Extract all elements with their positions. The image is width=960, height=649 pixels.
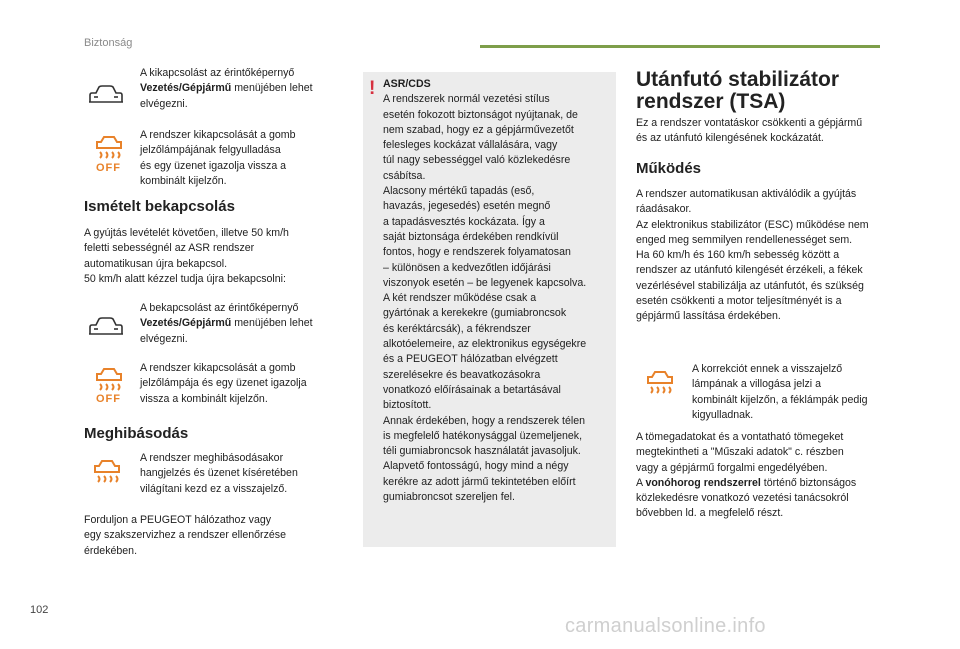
warning-line: A két rendszer működése csak a (383, 292, 537, 305)
item3-menu-path: Vezetés/Gépjármű (140, 317, 232, 330)
tsa-item-line1: A korrekciót ennek a visszajelző (692, 363, 843, 375)
warning-exclamation-icon: ! (369, 78, 376, 99)
item1-menu-path: Vezetés/Gépjármű (140, 82, 232, 95)
item3-line2-rest: menüjében lehet (231, 317, 313, 330)
traction-control-warning-icon (90, 458, 124, 488)
operation-line: esetén csökkenti a motor teljesítményét is a (636, 295, 842, 308)
off-label: OFF (96, 393, 121, 405)
warning-line: havazás, jegesedés) esetén megnő (383, 200, 551, 213)
reactivation-line3: automatikusan újra bekapcsol. (84, 257, 228, 270)
warning-line: csábítsa. (383, 169, 426, 182)
operation-line: rendszer az utánfutó kilengését érzékeli, a fékek (636, 264, 863, 277)
item2-line4: kombinált kijelzőn. (140, 174, 227, 187)
warning-line: esetén fokozott biztonságot nyújtanak, de (383, 108, 578, 121)
item3-line1: A bekapcsolást az érintőképernyő (140, 302, 299, 314)
tsa-intro-line1: Ez a rendszer vontatáskor csökkenti a gépjármű (636, 117, 863, 129)
tsa-title-line1: Utánfutó stabilizátor (636, 68, 839, 91)
tsa-item-line3: kombinált kijelzőn, a féklámpák pedig (692, 393, 868, 406)
item2-line3: és egy üzenet igazolja vissza a (140, 159, 287, 172)
item1-line3: elvégezni. (140, 97, 188, 110)
operation-line: gépjármű lassítása érdekében. (636, 310, 781, 323)
warning-line: vonatkozó előírásainak a betartásával (383, 383, 561, 396)
towing-line1: A tömegadatokat és a vontatható tömegeket (636, 431, 844, 443)
tsa-title-line2: rendszer (TSA) (636, 90, 786, 113)
warning-line: gyártónak a kerekekre (gumiabroncsok (383, 307, 567, 320)
warning-line: téli gumiabroncsok használatát javasoljuk. (383, 445, 581, 458)
fault-line3: érdekében. (84, 544, 138, 557)
warning-line: viszonyok esetén – be legyenek kapcsolva. (383, 276, 587, 289)
warning-title: ASR/CDS (383, 78, 431, 90)
operation-line: vezérlésével stabilizálja az utánfutót, és szükség (636, 279, 864, 292)
towbar-term: vonóhorog rendszerrel (645, 476, 761, 489)
page-number: 102 (30, 604, 49, 616)
item1-line1: A kikapcsolást az érintőképernyő (140, 67, 295, 79)
tsa-item-line2: lámpának a villogása jelzi a (692, 378, 821, 391)
warning-line: A rendszerek normál vezetési stílus (383, 93, 550, 106)
towbar-line3: bővebben ld. a megfelelő részt. (636, 507, 784, 520)
operation-heading: Működés (636, 160, 702, 177)
warning-line: is megfelelő hatékonysággal üzemeljenek, (383, 429, 583, 442)
warning-line: gumiabroncsot szereljen fel. (383, 491, 515, 504)
towbar-post: történő biztonságos (760, 476, 857, 489)
operation-line: A rendszer automatikusan aktiválódik a gyújtás (636, 188, 857, 200)
item5-line3: világítani kezd ez a visszajelző. (140, 482, 288, 495)
warning-line: kerékre az adott jármű tekintetében előírt (383, 475, 576, 488)
warning-line: és keréktárcsák), a fékrendszer (383, 322, 531, 335)
warning-line: felesleges kockázat vállalására, vagy (383, 139, 558, 152)
operation-line: enged meg semmilyen rendellenességet sem. (636, 233, 853, 246)
warning-line: – különösen a kedvezőtlen időjárási (383, 261, 551, 274)
item1-line2-rest: menüjében lehet (231, 82, 313, 95)
watermark: carmanualsonline.info (565, 615, 766, 637)
section-label: Biztonság (84, 37, 133, 49)
reactivation-line4: 50 km/h alatt kézzel tudja újra bekapcsolni: (84, 272, 286, 285)
warning-line: a tapadásvesztés kockázata. Így a (383, 215, 545, 228)
warning-line: nem szabad, hogy ez a gépjárművezetőt (383, 123, 574, 136)
fault-line2: egy szakszervizhez a rendszer ellenőrzése (84, 529, 286, 542)
item5-line1: A rendszer meghibásodásakor (140, 452, 284, 464)
operation-line: ráadásakor. (636, 203, 692, 216)
towing-line2: megtekintheti a "Műszaki adatok" c. részben (636, 446, 844, 459)
fault-line1: Forduljon a PEUGEOT hálózathoz vagy (84, 514, 272, 526)
warning-line: biztosított. (383, 399, 432, 412)
reactivation-line2: feletti sebességnél az ASR rendszer (84, 242, 255, 255)
item3-line3: elvégezni. (140, 332, 188, 345)
fault-heading: Meghibásodás (84, 425, 189, 442)
item5-line2: hangjelzés és üzenet kíséretében (140, 467, 298, 480)
tsa-item-line4: kigyulladnak. (692, 408, 754, 421)
item4-line2: jelzőlámpája és egy üzenet igazolja (140, 377, 307, 390)
warning-line: Alacsony mértékű tapadás (eső, (383, 185, 535, 198)
reactivation-line1: A gyújtás levételét követően, illetve 50 km/h (84, 227, 289, 239)
operation-line: Ha 60 km/h és 160 km/h sebesség között a (636, 249, 840, 262)
towbar-line2: közlekedésre vonatkozó vezetési tanácsokról (636, 492, 849, 505)
warning-line: és a PEUGEOT hálózatban elvégzett (383, 353, 558, 366)
warning-line: túl nagy sebességgel való közlekedésre (383, 154, 571, 167)
warning-line: szerelésekre és beavatkozásokra (383, 368, 541, 381)
section-rule (480, 45, 880, 48)
item2-line1: A rendszer kikapcsolását a gomb (140, 129, 296, 141)
warning-line: Annak érdekében, hogy a rendszerek télen (383, 414, 586, 427)
warning-line: Alapvető fontosságú, hogy mind a négy (383, 460, 569, 473)
warning-line: fontos, hogy e rendszerek folyamatosan (383, 246, 571, 259)
towing-line3: vagy a gépjármű forgalmi engedélyében. (636, 461, 828, 474)
item4-line3: vissza a kombinált kijelzőn. (140, 392, 268, 405)
stability-control-warning-icon (643, 369, 677, 399)
towbar-pre: A (636, 476, 646, 489)
operation-line: Az elektronikus stabilizátor (ESC) működése nem (636, 218, 869, 231)
off-label: OFF (96, 162, 121, 174)
car-touchscreen-icon (88, 316, 124, 338)
item4-line1: A rendszer kikapcsolását a gomb (140, 362, 296, 374)
tsa-intro-line2: és az utánfutó kilengésének kockázatát. (636, 132, 824, 145)
reactivation-heading: Ismételt bekapcsolás (84, 198, 235, 215)
warning-line: alkotóelemeire, az elektronikus egységekre (383, 338, 587, 351)
warning-line: saját biztonsága érdekében rendkívül (383, 230, 559, 243)
item2-line2: jelzőlámpájának felgyulladása (140, 144, 281, 157)
car-touchscreen-icon (88, 84, 124, 106)
